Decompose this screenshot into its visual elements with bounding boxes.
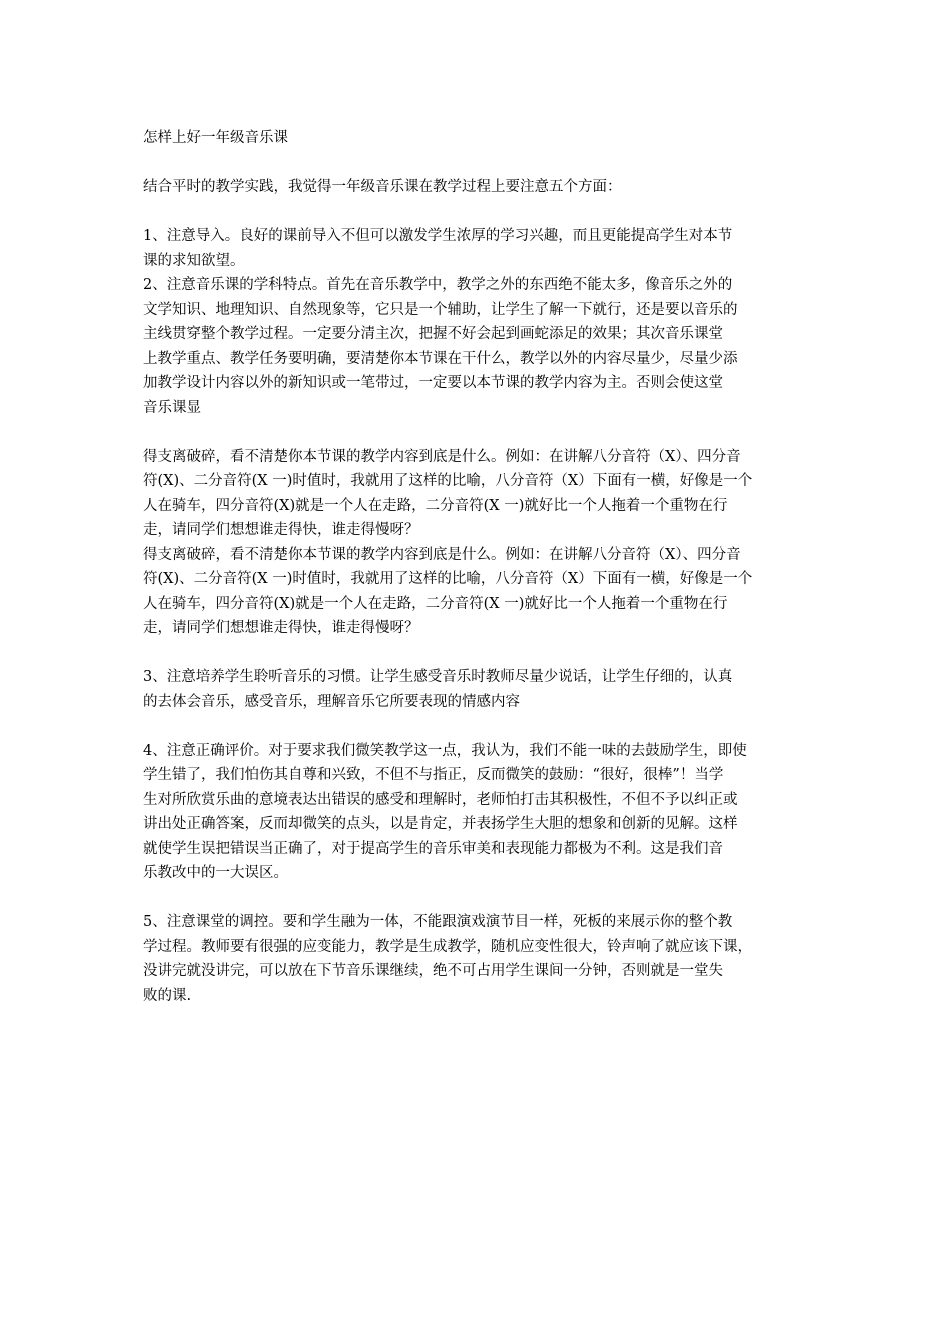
document-body bbox=[143, 126, 811, 1008]
spacer bbox=[143, 641, 811, 666]
paragraph-line: 走，请同学们想想谁走得快，谁走得慢呀？ bbox=[143, 620, 419, 636]
paragraph-line: 没讲完就没讲完，可以放在下节音乐课继续，绝不可占用学生课间一分钟，否则就是一堂失 bbox=[143, 963, 723, 979]
paragraph-line: 人在骑车，四分音符(X)就是一个人在走路，二分音符(X 一)就好比一个人拖着一个重物在行 bbox=[143, 595, 728, 612]
paragraph-line: 4、注意正确评价。对于要求我们微笑教学这一点，我认为，我们不能一味的去鼓励学生，即使 bbox=[143, 742, 747, 759]
paragraph-line: 音乐课显 bbox=[143, 399, 201, 416]
paragraph-line: 1、注意导入。良好的课前导入不但可以激发学生浓厚的学习兴趣，而且更能提高学生对本节 bbox=[143, 228, 733, 244]
paragraph-line: 讲出处正确答案，反而却微笑的点头，以是肯定，并表扬学生大胆的想象和创新的见解。这样 bbox=[143, 816, 738, 832]
paragraph-line: 走，请同学们想想谁走得快，谁走得慢呀？ bbox=[143, 522, 419, 538]
paragraph-note-example-repeat bbox=[143, 543, 811, 641]
paragraph-line: 符(X)、二分音符(X 一)时值时，我就用了这样的比喻，八分音符（X）下面有一横，好像是一个 bbox=[143, 571, 753, 587]
paragraph-line: 上教学重点、教学任务要明确，要清楚你本节课在干什么，教学以外的内容尽量少，尽量少添 bbox=[143, 350, 738, 367]
paragraph-line: 人在骑车，四分音符(X)就是一个人在走路，二分音符(X 一)就好比一个人拖着一个重物在行 bbox=[143, 497, 728, 514]
paragraph-line: 生对所欣赏乐曲的意境表达出错误的感受和理解时，老师怕打击其积极性，不但不予以纠正或 bbox=[143, 791, 738, 808]
spacer bbox=[143, 886, 811, 911]
spacer bbox=[143, 420, 811, 445]
paragraph-line: 就使学生误把错误当正确了，对于提高学生的音乐审美和表现能力都极为不利。这是我们音 bbox=[143, 840, 723, 857]
paragraph-line: 乐教改中的一大误区。 bbox=[143, 865, 288, 881]
paragraph-1-introduction bbox=[143, 224, 811, 273]
spacer bbox=[143, 200, 811, 225]
document-intro: 结合平时的教学实践，我觉得一年级音乐课在教学过程上要注意五个方面： bbox=[143, 179, 622, 195]
paragraph-note-example bbox=[143, 445, 811, 543]
paragraph-line: 学生错了，我们怕伤其自尊和兴致，不但不与指正，反而微笑的鼓励：“很好，很棒”！当学 bbox=[143, 767, 724, 783]
paragraph-5-classroom-control bbox=[143, 910, 811, 1008]
paragraph-line: 的去体会音乐，感受音乐，理解音乐它所要表现的情感内容 bbox=[143, 693, 520, 710]
paragraph-3-listening-habits bbox=[143, 665, 811, 714]
spacer bbox=[143, 151, 811, 176]
paragraph-4-evaluation bbox=[143, 739, 811, 886]
paragraph-line: 2、注意音乐课的学科特点。首先在音乐教学中，教学之外的东西绝不能太多，像音乐之外的 bbox=[143, 277, 733, 293]
paragraph-line: 学过程。教师要有很强的应变能力，教学是生成教学，随机应变性很大，铃声响了就应该下课， bbox=[143, 938, 752, 955]
paragraph-2-subject-features bbox=[143, 273, 811, 420]
paragraph-line: 主线贯穿整个教学过程。一定要分清主次，把握不好会起到画蛇添足的效果；其次音乐课堂 bbox=[143, 326, 723, 342]
paragraph-line: 3、注意培养学生聆听音乐的习惯。让学生感受音乐时教师尽量少说话，让学生仔细的，认真 bbox=[143, 669, 733, 685]
paragraph-line: 文学知识、地理知识、自然现象等，它只是一个辅助，让学生了解一下就行，还是要以音乐的 bbox=[143, 301, 738, 318]
paragraph-line: 加教学设计内容以外的新知识或一笔带过，一定要以本节课的教学内容为主。否则会使这堂 bbox=[143, 375, 723, 391]
paragraph-line: 得支离破碎，看不清楚你本节课的教学内容到底是什么。例如：在讲解八分音符（X）、四分音 bbox=[143, 448, 741, 465]
paragraph-line: 课的求知欲望。 bbox=[143, 252, 245, 269]
paragraph-line: 败的课. bbox=[143, 987, 192, 1004]
paragraph-line: 得支离破碎，看不清楚你本节课的教学内容到底是什么。例如：在讲解八分音符（X）、四分音 bbox=[143, 546, 741, 563]
document-title: 怎样上好一年级音乐课 bbox=[143, 130, 288, 146]
paragraph-line: 5、注意课堂的调控。要和学生融为一体，不能跟演戏演节目一样，死板的来展示你的整个教 bbox=[143, 914, 733, 930]
paragraph-line: 符(X)、二分音符(X 一)时值时，我就用了这样的比喻，八分音符（X）下面有一横，好像是一个 bbox=[143, 473, 753, 489]
spacer bbox=[143, 714, 811, 739]
